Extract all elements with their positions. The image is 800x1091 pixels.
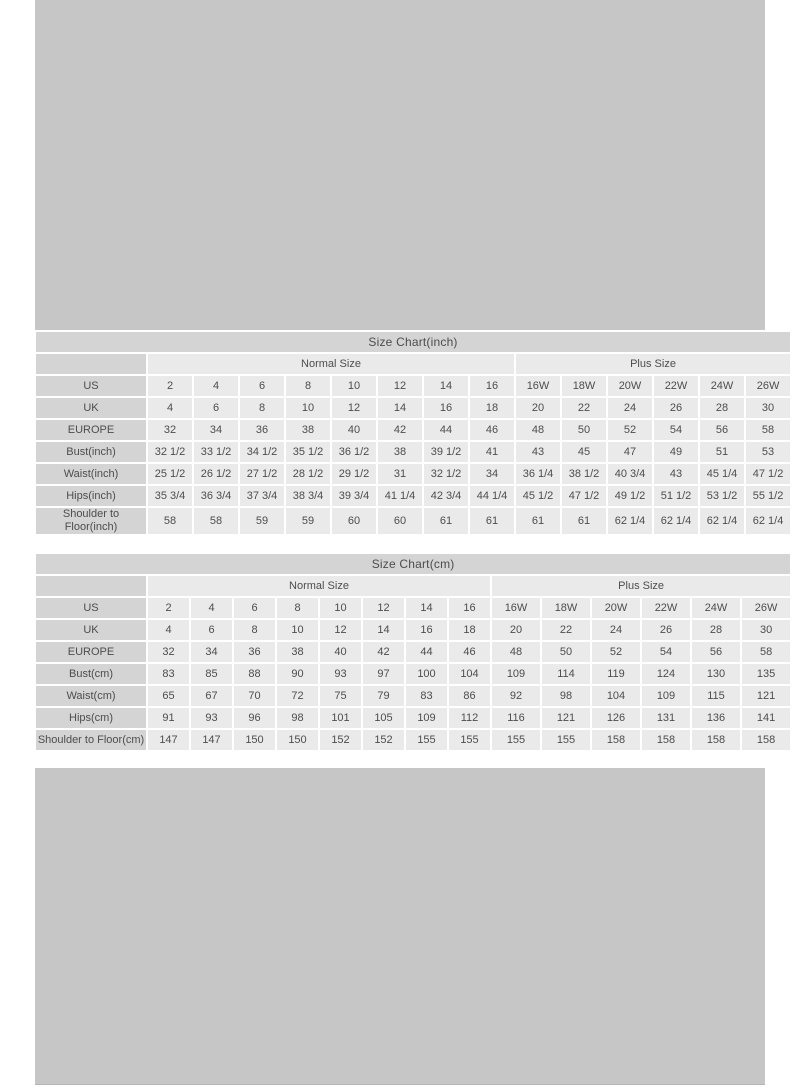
size-value-cell: 124 [642,664,690,684]
size-value-cell: 34 1/2 [240,442,284,462]
size-value-cell: 24 [608,398,652,418]
size-value-cell: 41 [470,442,514,462]
size-value-cell: 12 [363,598,404,618]
size-value-cell: 130 [692,664,740,684]
size-chart-cm-table [34,552,792,752]
size-value-cell: 8 [234,620,275,640]
size-value-cell: 45 1/4 [700,464,744,484]
size-value-cell: 158 [742,730,790,750]
table-row [36,730,790,750]
size-chart-panel [0,330,800,768]
size-value-cell: 147 [148,730,189,750]
size-value-cell: 4 [194,376,238,396]
size-value-cell: 91 [148,708,189,728]
size-value-cell: 61 [516,508,560,534]
size-value-cell: 109 [492,664,540,684]
size-value-cell: 45 [562,442,606,462]
size-value-cell: 109 [406,708,447,728]
column-group-plus-size: Plus Size [516,354,790,374]
corner-cell [36,354,146,374]
size-value-cell: 38 [277,642,318,662]
size-value-cell: 34 [191,642,232,662]
size-value-cell: 59 [286,508,330,534]
size-value-cell: 10 [332,376,376,396]
row-label: EUROPE [36,420,146,440]
size-value-cell: 96 [234,708,275,728]
table-row [36,464,790,484]
size-value-cell: 44 1/4 [470,486,514,506]
size-value-cell: 30 [742,620,790,640]
size-value-cell: 90 [277,664,318,684]
size-value-cell: 38 [286,420,330,440]
size-value-cell: 36 [240,420,284,440]
size-value-cell: 61 [470,508,514,534]
size-value-cell: 35 3/4 [148,486,192,506]
size-value-cell: 58 [194,508,238,534]
size-value-cell: 50 [542,642,590,662]
size-value-cell: 47 1/2 [746,464,790,484]
size-value-cell: 36 3/4 [194,486,238,506]
size-value-cell: 16 [424,398,468,418]
size-value-cell: 97 [363,664,404,684]
corner-cell [36,576,146,596]
table-row [36,376,790,396]
size-value-cell: 38 [378,442,422,462]
row-label: US [36,598,146,618]
size-value-cell: 109 [642,686,690,706]
size-value-cell: 88 [234,664,275,684]
size-value-cell: 61 [424,508,468,534]
size-value-cell: 24W [692,598,740,618]
size-value-cell: 62 1/4 [746,508,790,534]
size-value-cell: 83 [148,664,189,684]
row-label: Waist(inch) [36,464,146,484]
size-value-cell: 98 [277,708,318,728]
size-value-cell: 6 [234,598,275,618]
table-row [36,620,790,640]
gray-background-bottom [35,768,765,1085]
size-chart-title: Size Chart(inch) [36,332,790,352]
size-value-cell: 27 1/2 [240,464,284,484]
row-label: Bust(inch) [36,442,146,462]
size-value-cell: 54 [642,642,690,662]
size-value-cell: 158 [692,730,740,750]
size-value-cell: 46 [470,420,514,440]
table-row [36,398,790,418]
size-value-cell: 93 [191,708,232,728]
size-value-cell: 49 [654,442,698,462]
size-value-cell: 43 [516,442,560,462]
size-value-cell: 4 [191,598,232,618]
size-value-cell: 112 [449,708,490,728]
table-row [36,664,790,684]
size-value-cell: 22 [542,620,590,640]
size-value-cell: 20 [492,620,540,640]
size-value-cell: 30 [746,398,790,418]
size-value-cell: 39 3/4 [332,486,376,506]
size-value-cell: 28 1/2 [286,464,330,484]
table-row [36,442,790,462]
size-value-cell: 86 [449,686,490,706]
size-value-cell: 83 [406,686,447,706]
size-value-cell: 26 [654,398,698,418]
size-value-cell: 32 [148,420,192,440]
size-value-cell: 72 [277,686,318,706]
size-value-cell: 26W [746,376,790,396]
gray-background-top [35,0,765,330]
row-label: Hips(cm) [36,708,146,728]
size-value-cell: 67 [191,686,232,706]
size-value-cell: 6 [240,376,284,396]
size-value-cell: 62 1/4 [654,508,698,534]
size-value-cell: 58 [148,508,192,534]
size-value-cell: 16 [470,376,514,396]
size-value-cell: 105 [363,708,404,728]
size-value-cell: 12 [378,376,422,396]
size-value-cell: 10 [277,620,318,640]
size-value-cell: 24 [592,620,640,640]
size-value-cell: 50 [562,420,606,440]
size-value-cell: 48 [516,420,560,440]
size-value-cell: 116 [492,708,540,728]
row-label: Waist(cm) [36,686,146,706]
size-value-cell: 14 [424,376,468,396]
size-value-cell: 92 [492,686,540,706]
size-value-cell: 26W [742,598,790,618]
row-label: Shoulder to Floor(cm) [36,730,146,750]
table-row [36,420,790,440]
size-value-cell: 61 [562,508,606,534]
size-value-cell: 62 1/4 [700,508,744,534]
size-value-cell: 121 [742,686,790,706]
size-value-cell: 98 [542,686,590,706]
size-value-cell: 126 [592,708,640,728]
size-value-cell: 4 [148,620,189,640]
table-row [36,708,790,728]
size-chart-inch-table [34,330,792,536]
size-value-cell: 48 [492,642,540,662]
size-value-cell: 18 [449,620,490,640]
size-value-cell: 40 [320,642,361,662]
size-value-cell: 12 [332,398,376,418]
size-value-cell: 10 [320,598,361,618]
column-group-normal-size: Normal Size [148,576,490,596]
size-value-cell: 16 [406,620,447,640]
size-value-cell: 158 [642,730,690,750]
size-value-cell: 58 [746,420,790,440]
size-value-cell: 24W [700,376,744,396]
size-value-cell: 18 [470,398,514,418]
size-value-cell: 42 [363,642,404,662]
size-value-cell: 150 [234,730,275,750]
size-value-cell: 70 [234,686,275,706]
size-value-cell: 25 1/2 [148,464,192,484]
size-value-cell: 36 1/2 [332,442,376,462]
size-value-cell: 22W [654,376,698,396]
size-value-cell: 33 1/2 [194,442,238,462]
size-value-cell: 41 1/4 [378,486,422,506]
size-value-cell: 37 3/4 [240,486,284,506]
size-value-cell: 14 [406,598,447,618]
size-value-cell: 40 3/4 [608,464,652,484]
size-value-cell: 43 [654,464,698,484]
size-value-cell: 60 [332,508,376,534]
size-value-cell: 42 3/4 [424,486,468,506]
size-value-cell: 93 [320,664,361,684]
size-value-cell: 44 [424,420,468,440]
size-value-cell: 32 1/2 [148,442,192,462]
size-value-cell: 104 [592,686,640,706]
size-value-cell: 29 1/2 [332,464,376,484]
size-value-cell: 59 [240,508,284,534]
table-row [36,486,790,506]
column-group-normal-size: Normal Size [148,354,514,374]
table-row [36,642,790,662]
size-value-cell: 56 [700,420,744,440]
size-value-cell: 60 [378,508,422,534]
size-value-cell: 100 [406,664,447,684]
size-value-cell: 53 1/2 [700,486,744,506]
size-value-cell: 22W [642,598,690,618]
size-value-cell: 101 [320,708,361,728]
size-value-cell: 53 [746,442,790,462]
size-value-cell: 6 [194,398,238,418]
size-value-cell: 26 1/2 [194,464,238,484]
size-value-cell: 75 [320,686,361,706]
size-value-cell: 45 1/2 [516,486,560,506]
size-value-cell: 79 [363,686,404,706]
size-value-cell: 58 [742,642,790,662]
size-value-cell: 52 [608,420,652,440]
size-value-cell: 18W [562,376,606,396]
table-row [36,686,790,706]
row-label: Hips(inch) [36,486,146,506]
size-value-cell: 36 [234,642,275,662]
size-value-cell: 115 [692,686,740,706]
table-row [36,598,790,618]
row-label: UK [36,398,146,418]
size-value-cell: 136 [692,708,740,728]
size-value-cell: 47 [608,442,652,462]
size-value-cell: 44 [406,642,447,662]
row-label: US [36,376,146,396]
size-value-cell: 56 [692,642,740,662]
size-value-cell: 22 [562,398,606,418]
size-value-cell: 51 1/2 [654,486,698,506]
size-value-cell: 34 [470,464,514,484]
size-value-cell: 32 1/2 [424,464,468,484]
size-value-cell: 2 [148,376,192,396]
size-value-cell: 147 [191,730,232,750]
size-value-cell: 155 [542,730,590,750]
size-value-cell: 35 1/2 [286,442,330,462]
size-chart-title: Size Chart(cm) [36,554,790,574]
size-value-cell: 26 [642,620,690,640]
size-value-cell: 36 1/4 [516,464,560,484]
size-value-cell: 31 [378,464,422,484]
size-value-cell: 131 [642,708,690,728]
size-value-cell: 8 [240,398,284,418]
size-value-cell: 62 1/4 [608,508,652,534]
row-label: Bust(cm) [36,664,146,684]
size-value-cell: 16W [516,376,560,396]
size-value-cell: 14 [378,398,422,418]
size-value-cell: 16 [449,598,490,618]
size-value-cell: 55 1/2 [746,486,790,506]
size-value-cell: 6 [191,620,232,640]
size-value-cell: 135 [742,664,790,684]
size-value-cell: 14 [363,620,404,640]
size-value-cell: 150 [277,730,318,750]
size-value-cell: 42 [378,420,422,440]
size-value-cell: 155 [492,730,540,750]
row-label: Shoulder to Floor(inch) [36,508,146,534]
size-value-cell: 65 [148,686,189,706]
column-group-plus-size: Plus Size [492,576,790,596]
size-value-cell: 152 [363,730,404,750]
size-value-cell: 20 [516,398,560,418]
size-value-cell: 8 [286,376,330,396]
size-value-cell: 49 1/2 [608,486,652,506]
size-value-cell: 4 [148,398,192,418]
size-value-cell: 34 [194,420,238,440]
size-value-cell: 10 [286,398,330,418]
size-value-cell: 51 [700,442,744,462]
size-value-cell: 20W [608,376,652,396]
size-value-cell: 2 [148,598,189,618]
size-value-cell: 38 1/2 [562,464,606,484]
size-value-cell: 152 [320,730,361,750]
size-value-cell: 18W [542,598,590,618]
size-value-cell: 12 [320,620,361,640]
size-value-cell: 20W [592,598,640,618]
size-value-cell: 8 [277,598,318,618]
size-value-cell: 40 [332,420,376,440]
size-value-cell: 28 [700,398,744,418]
size-value-cell: 46 [449,642,490,662]
size-value-cell: 121 [542,708,590,728]
row-label: EUROPE [36,642,146,662]
size-value-cell: 38 3/4 [286,486,330,506]
size-value-cell: 141 [742,708,790,728]
size-value-cell: 158 [592,730,640,750]
size-value-cell: 47 1/2 [562,486,606,506]
size-value-cell: 155 [449,730,490,750]
size-value-cell: 28 [692,620,740,640]
size-value-cell: 39 1/2 [424,442,468,462]
size-value-cell: 54 [654,420,698,440]
size-value-cell: 155 [406,730,447,750]
size-value-cell: 52 [592,642,640,662]
size-value-cell: 32 [148,642,189,662]
size-value-cell: 114 [542,664,590,684]
size-value-cell: 85 [191,664,232,684]
row-label: UK [36,620,146,640]
size-value-cell: 119 [592,664,640,684]
table-row [36,508,790,534]
size-value-cell: 104 [449,664,490,684]
size-value-cell: 16W [492,598,540,618]
